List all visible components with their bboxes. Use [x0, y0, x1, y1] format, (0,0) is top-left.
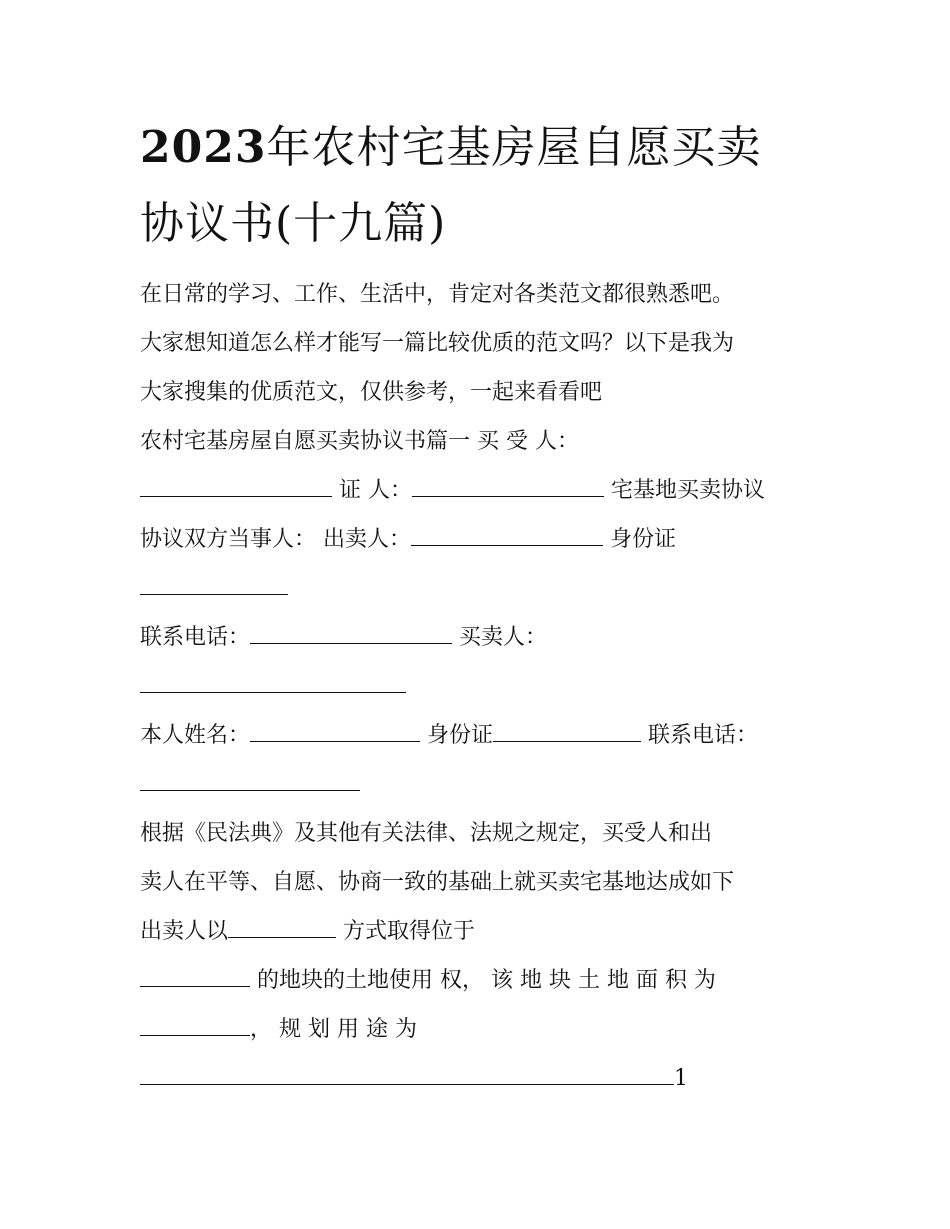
planning-line — [140, 1005, 820, 1054]
buyer-name-blank — [140, 670, 406, 693]
planning-use-label: ， 规 划 用 途 为 — [250, 1017, 417, 1042]
buyer-label: 买卖人： — [452, 625, 548, 650]
acquisition-line — [140, 907, 820, 956]
intro-line-1: 在日常的学习、工作、生活中，肯定对各类范文都很熟悉吧。 — [140, 282, 735, 307]
buyer-line — [140, 662, 820, 711]
land-use-line — [140, 956, 820, 1005]
buyer-name-label: 本人姓名： — [140, 723, 251, 748]
acquisition-method-blank — [228, 915, 336, 938]
planning-use-blank — [140, 1062, 674, 1085]
witness-label: 证 人： — [332, 478, 412, 503]
intro-line-3: 大家搜集的优质范文，仅供参考，一起来看看吧 — [140, 380, 603, 405]
section-heading-line: 农村宅基房屋自愿买卖协议书篇一 买 受 人： — [140, 429, 579, 454]
buyer-phone-label: 联系电话： — [641, 723, 759, 748]
seller-phone-blank — [250, 621, 452, 644]
agreement-name-label: 宅基地买卖协议 — [604, 478, 765, 503]
seller-id-line — [140, 564, 820, 613]
acquisition-label: 出卖人以 — [140, 919, 229, 944]
seller-id-blank — [140, 572, 288, 595]
witness-blank — [412, 474, 604, 497]
buyer-id-label: 身份证 — [420, 723, 494, 748]
witness-line — [140, 466, 820, 515]
page-number: 1 — [674, 1066, 688, 1091]
legal-basis-line-2: 卖人在平等、自愿、协商一致的基础上就买卖宅基地达成如下 — [140, 870, 735, 895]
document-title — [140, 110, 820, 262]
seller-phone-label: 联系电话： — [140, 625, 251, 650]
land-area-label: 的地块的土地使用 权， 该 地 块 土 地 面 积 为 — [250, 968, 716, 993]
seller-label: 协议双方当事人： 出卖人： — [140, 527, 411, 552]
title-line1: 年农村宅基房屋自愿买卖 — [266, 122, 762, 173]
buyer-phone-line — [140, 760, 820, 809]
buyer-fullname-blank — [250, 719, 420, 742]
document-page — [140, 110, 820, 1103]
buyer-info-line — [140, 711, 820, 760]
seller-blank — [411, 523, 603, 546]
title-line2: 协议书(十九篇) — [140, 198, 447, 249]
planning-blank-line — [140, 1054, 820, 1103]
parties-line — [140, 515, 820, 564]
location-blank — [140, 964, 250, 987]
land-area-blank — [140, 1013, 250, 1036]
buyer-blank — [140, 474, 332, 497]
seller-id-label: 身份证 — [603, 527, 676, 552]
buyer-phone-blank — [140, 768, 360, 791]
title-year: 2023 — [140, 122, 267, 173]
buyer-id-blank — [493, 719, 641, 742]
intro-line-2: 大家想知道怎么样才能写一篇比较优质的范文吗？以下是我为 — [140, 331, 735, 356]
contact-line — [140, 613, 820, 662]
location-label: 方式取得位于 — [336, 919, 476, 944]
legal-basis-line-1: 根据《民法典》及其他有关法律、法规之规定，买受人和出 — [140, 821, 713, 846]
